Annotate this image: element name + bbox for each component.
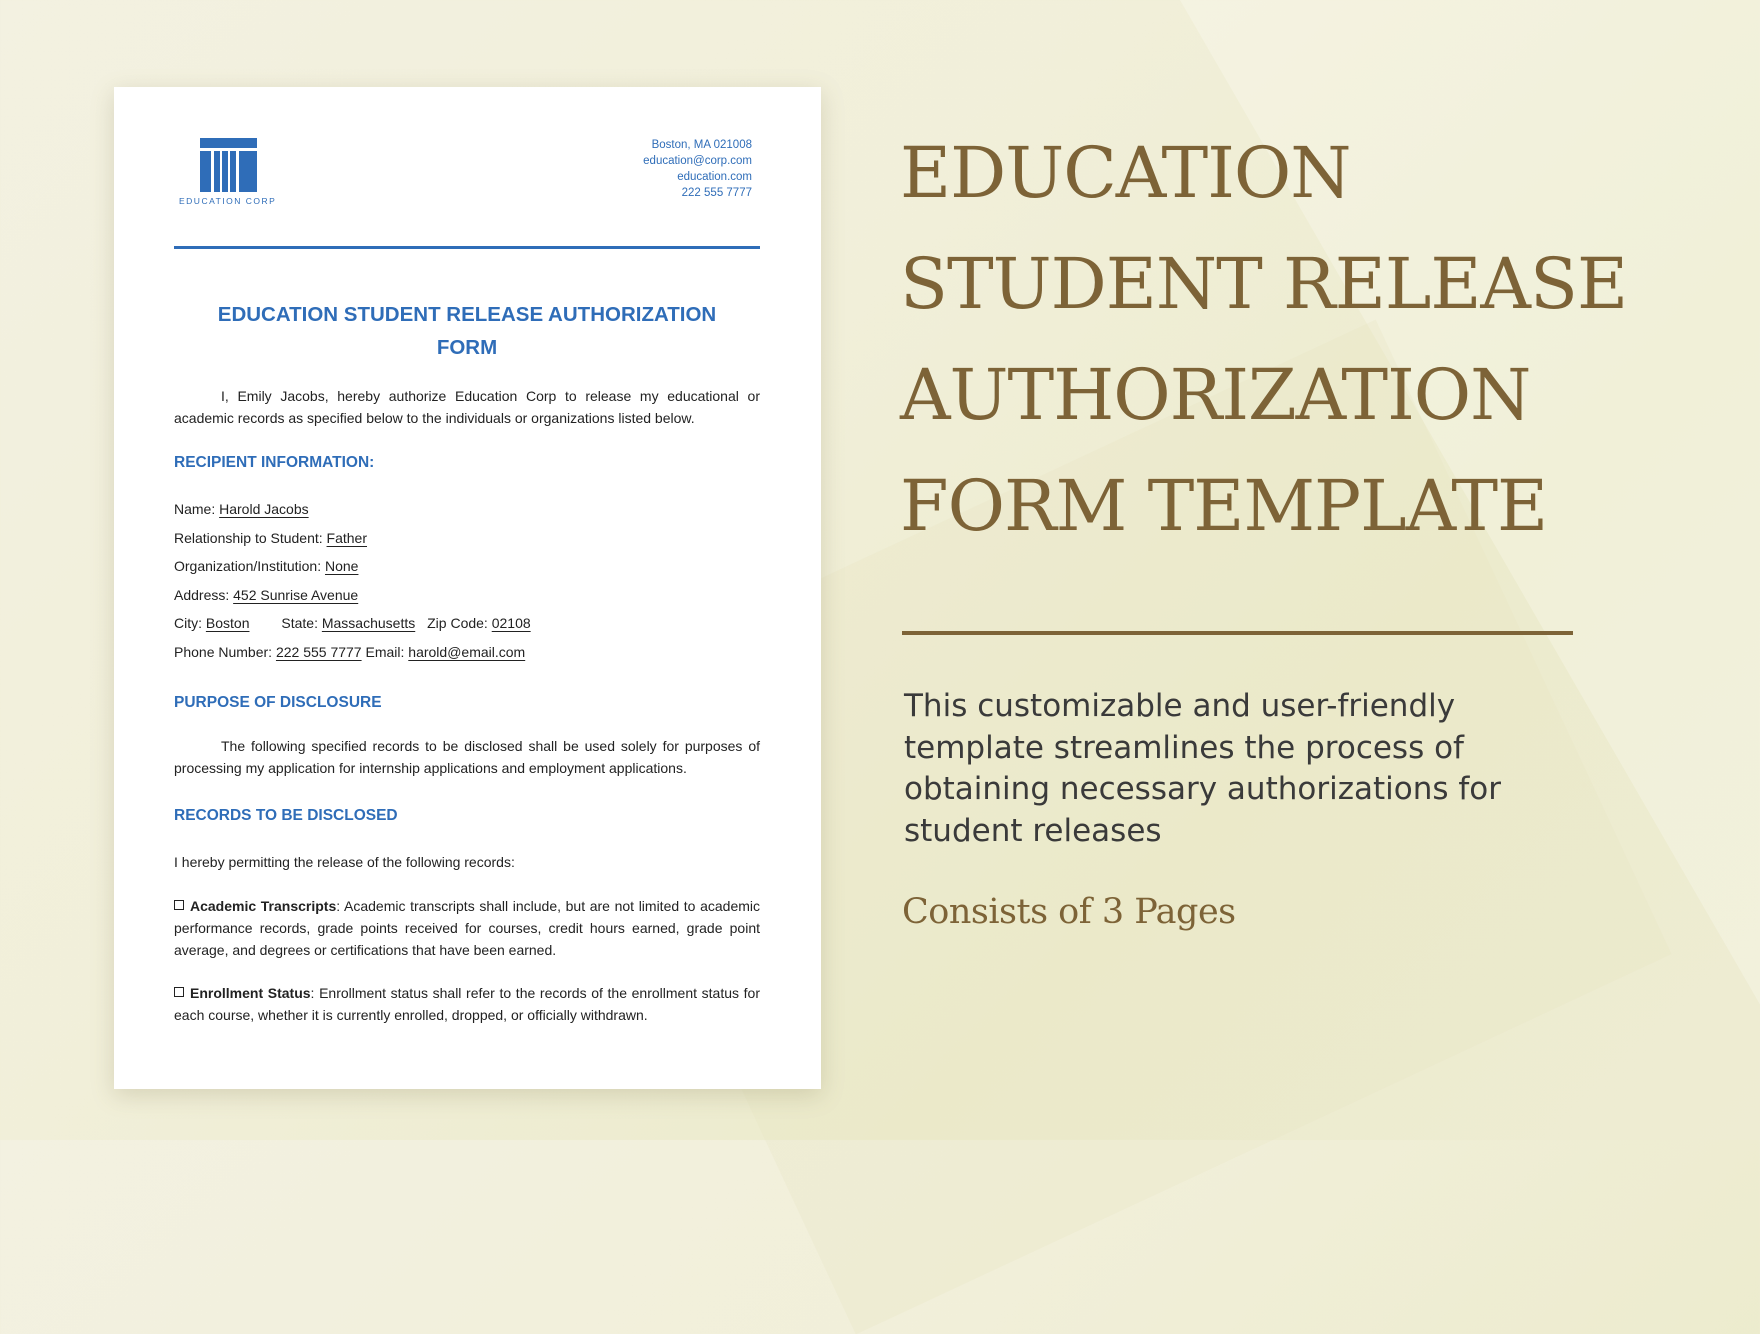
record-item-enrollment-status bbox=[174, 982, 760, 1026]
recipient-zip-value: 02108 bbox=[491, 615, 531, 631]
record-item-desc: : Enrollment status shall refer to the records of the enrollment status for each course, whether it is currently enrolled, dropped, or officially withdrawn. bbox=[174, 985, 760, 1023]
hero-title-line: STUDENT RELEASE bbox=[900, 243, 1628, 325]
hero-title-line: AUTHORIZATION bbox=[900, 354, 1531, 436]
checkbox-icon bbox=[174, 900, 184, 910]
logo-text: EDUCATION CORP bbox=[179, 196, 277, 206]
document-title-line: EDUCATION STUDENT RELEASE AUTHORIZATION bbox=[217, 303, 717, 326]
contact-website: education.com bbox=[677, 171, 752, 183]
record-item-title: Enrollment Status bbox=[190, 985, 311, 1001]
recipient-heading: RECIPIENT INFORMATION: bbox=[174, 454, 375, 471]
recipient-relationship-row bbox=[174, 528, 367, 548]
field-label: City: bbox=[174, 615, 202, 631]
recipient-name-value: Harold Jacobs bbox=[219, 501, 309, 517]
contact-email: education@corp.com bbox=[643, 155, 752, 167]
recipient-relationship-value: Father bbox=[326, 530, 368, 546]
recipient-address-row bbox=[174, 585, 358, 605]
recipient-name-row bbox=[174, 499, 309, 519]
records-intro: I hereby permitting the release of the following records: bbox=[174, 854, 515, 870]
recipient-contact-row bbox=[174, 642, 525, 662]
purpose-paragraph: The following specified records to be disclosed shall be used solely for purposes of processing my application for internship applications and employment applications. bbox=[174, 738, 760, 776]
hero-title-line: FORM TEMPLATE bbox=[900, 465, 1548, 547]
record-item-desc: : Academic transcripts shall include, but are not limited to academic performance records, grade points received for courses, credit hours earned, grade point average, and degrees or certifications that have been earned. bbox=[174, 898, 761, 958]
pillar-building-icon bbox=[200, 138, 257, 192]
field-label: Email: bbox=[365, 644, 405, 660]
intro-paragraph: I, Emily Jacobs, hereby authorize Education Corp to release my educational or academic records as specified below to the individuals or organizations listed below. bbox=[174, 388, 760, 426]
field-label: Name: bbox=[174, 501, 216, 517]
document-preview bbox=[114, 87, 821, 1089]
document-title-line: FORM bbox=[436, 336, 498, 359]
recipient-location-row bbox=[174, 613, 531, 633]
hero-divider bbox=[902, 631, 1573, 635]
record-item-title: Academic Transcripts bbox=[190, 898, 337, 914]
recipient-city-value: Boston bbox=[205, 615, 250, 631]
checkbox-icon bbox=[174, 987, 184, 997]
purpose-heading: PURPOSE OF DISCLOSURE bbox=[174, 694, 382, 711]
document-title bbox=[174, 298, 760, 364]
contact-address: Boston, MA 021008 bbox=[651, 139, 752, 151]
field-label: Relationship to Student: bbox=[174, 530, 323, 546]
recipient-email-value: harold@email.com bbox=[408, 644, 526, 660]
recipient-state-value: Massachusetts bbox=[321, 615, 416, 631]
records-heading: RECORDS TO BE DISCLOSED bbox=[174, 807, 398, 824]
recipient-organization-value: None bbox=[324, 558, 359, 574]
field-label: Phone Number: bbox=[174, 644, 273, 660]
company-logo bbox=[179, 138, 285, 206]
header-divider bbox=[174, 246, 760, 249]
hero-title-line: EDUCATION bbox=[900, 132, 1351, 214]
record-item-academic-transcripts bbox=[174, 895, 760, 961]
recipient-phone-value: 222 555 7777 bbox=[275, 644, 362, 660]
page-count-note: Consists of 3 Pages bbox=[902, 892, 1236, 932]
contact-block bbox=[643, 137, 752, 201]
hero-title bbox=[900, 118, 1660, 562]
recipient-organization-row bbox=[174, 556, 358, 576]
recipient-address-value: 452 Sunrise Avenue bbox=[233, 587, 359, 603]
field-label: Zip Code: bbox=[427, 615, 488, 631]
field-label: Organization/Institution: bbox=[174, 558, 322, 574]
hero-description: This customizable and user-friendly template streamlines the process of obtaining necessary authorizations for student releases bbox=[904, 688, 1501, 849]
field-label: State: bbox=[281, 615, 318, 631]
contact-phone: 222 555 7777 bbox=[681, 187, 752, 199]
field-label: Address: bbox=[174, 587, 230, 603]
